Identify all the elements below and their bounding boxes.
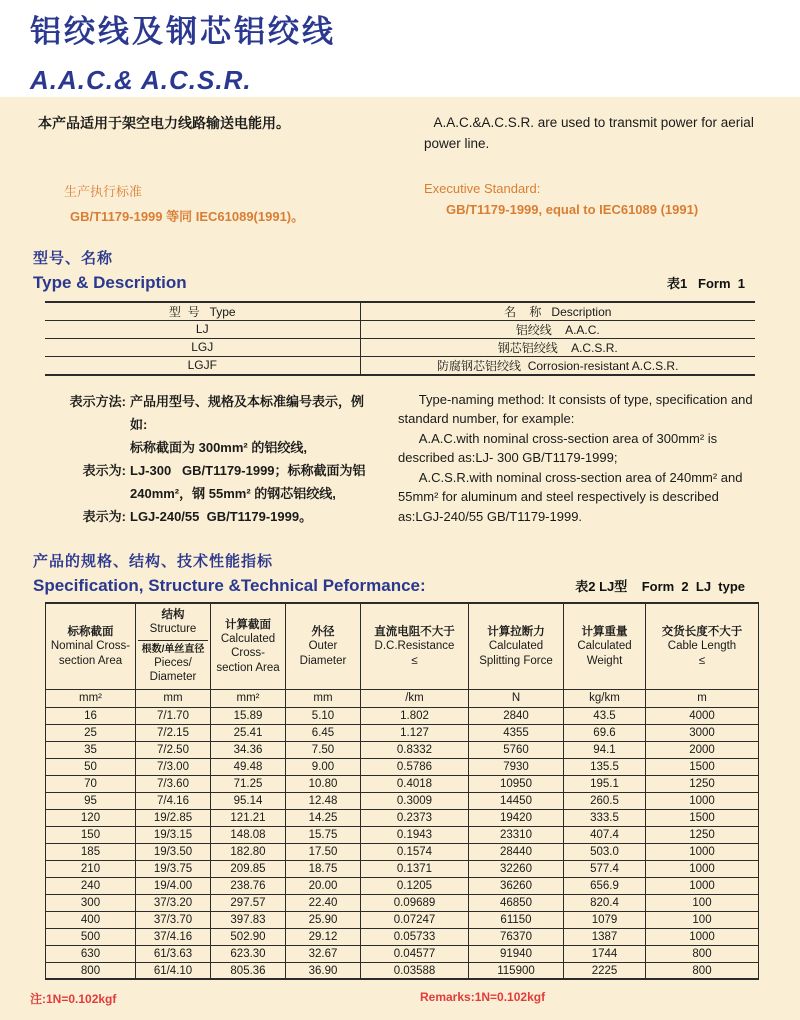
structure-header-top: 结构 Structure (138, 605, 208, 641)
section1-heading-en: Type & Description (33, 272, 187, 292)
table-cell: 防腐钢芯铝绞线 Corrosion-resistant A.C.S.R. (437, 358, 679, 373)
table-cell: 70 (46, 775, 136, 792)
naming-text: LGJ-240/55 GB/T1179-1999。 (130, 508, 313, 524)
naming-text: 标称截面为 300mm² 的铝绞线, (130, 439, 307, 455)
table-cell: 407.4 (564, 826, 646, 843)
table-cell: 0.03588 (361, 962, 469, 979)
col-cable-length-header: 交货长度不大于 Cable Length ≤ (646, 603, 759, 690)
section2-heading-zh: 产品的规格、结构、技术性能指标 (33, 552, 274, 570)
table-cell: 23310 (469, 826, 564, 843)
page-title-zh: 铝绞线及钢芯铝绞线 (30, 14, 336, 49)
table-cell: 14.25 (286, 809, 361, 826)
table-cell: 49.48 (211, 758, 286, 775)
table-cell: 3000 (646, 724, 759, 741)
table-cell: 148.08 (211, 826, 286, 843)
table-cell: 22.40 (286, 894, 361, 911)
table-cell: 46850 (469, 894, 564, 911)
section2-heading-en: Specification, Structure &Technical Peformance: (33, 575, 426, 595)
table-cell: 94.1 (564, 741, 646, 758)
table-cell: 209.85 (211, 860, 286, 877)
table-cell: 1.802 (361, 707, 469, 724)
table-cell: 19/3.50 (136, 843, 211, 860)
section2-heading (0, 550, 800, 596)
table-cell: 95.14 (211, 792, 286, 809)
table-cell: 2840 (469, 707, 564, 724)
page-header (0, 0, 800, 97)
table-cell: 19/2.85 (136, 809, 211, 826)
table-cell: 4355 (469, 724, 564, 741)
table-row (45, 356, 755, 375)
unit-cell: /km (361, 689, 469, 707)
table-cell: 120 (46, 809, 136, 826)
table-cell: 100 (646, 894, 759, 911)
note-zh: 注:1N=0.102kgf (30, 992, 117, 1007)
table-cell: 503.0 (564, 843, 646, 860)
table-cell: 28440 (469, 843, 564, 860)
table-row (46, 894, 759, 911)
table-row (46, 775, 759, 792)
table-cell: 37/3.20 (136, 894, 211, 911)
table-cell: 1000 (646, 928, 759, 945)
table-cell: 95 (46, 792, 136, 809)
table-cell: 2225 (564, 962, 646, 979)
naming-paragraph: A.C.S.R.with nominal cross-section area of 240mm² and 55mm² for aluminum and steel respectively is described as:LGJ-240/55 GB/T1179-1999. (398, 469, 743, 524)
table-cell: 820.4 (564, 894, 646, 911)
table-row (46, 945, 759, 962)
executive-standard-section (0, 181, 800, 225)
table-cell: 297.57 (211, 894, 286, 911)
table-cell: 43.5 (564, 707, 646, 724)
table-row (46, 741, 759, 758)
table-cell: 238.76 (211, 877, 286, 894)
table-cell: 7/1.70 (136, 707, 211, 724)
table-cell: 19/3.75 (136, 860, 211, 877)
table-cell: 6.45 (286, 724, 361, 741)
table-cell: 1500 (646, 809, 759, 826)
spec-header-row (46, 603, 759, 690)
table-cell: 260.5 (564, 792, 646, 809)
table-cell: 69.6 (564, 724, 646, 741)
table-cell: 32.67 (286, 945, 361, 962)
table-cell: 0.2373 (361, 809, 469, 826)
table-header-row (45, 302, 755, 321)
table-row (45, 320, 755, 338)
table-cell: 7.50 (286, 741, 361, 758)
table-cell: 121.21 (211, 809, 286, 826)
type-table-body (45, 320, 755, 375)
note-en: Remarks:1N=0.102kgf (420, 990, 546, 1005)
table-cell: 50 (46, 758, 136, 775)
intro-section (0, 97, 800, 155)
naming-method-zh (38, 390, 370, 528)
table-cell: 0.07247 (361, 911, 469, 928)
section1-heading-zh: 型号、名称 (33, 249, 114, 267)
table-cell: 7/4.16 (136, 792, 211, 809)
form2-reference: 表2 LJ型 Form 2 LJ type (575, 578, 745, 594)
unit-cell: mm² (46, 689, 136, 707)
table-cell: 1000 (646, 792, 759, 809)
table-row (46, 860, 759, 877)
table-cell: 15.75 (286, 826, 361, 843)
table-cell: 0.09689 (361, 894, 469, 911)
unit-cell: mm (136, 689, 211, 707)
table-row (46, 707, 759, 724)
table-cell: 0.05733 (361, 928, 469, 945)
naming-text: 240mm²，钢 55mm² 的钢芯铝绞线, (130, 485, 336, 501)
col-calculated-area-header: 计算截面 Calculated Cross- section Area (211, 603, 286, 690)
table-cell: 25.41 (211, 724, 286, 741)
table-cell: 623.30 (211, 945, 286, 962)
naming-label: 表示为: (82, 462, 126, 478)
specification-table (45, 602, 759, 981)
table-cell: 100 (646, 911, 759, 928)
table-cell: 805.36 (211, 962, 286, 979)
table-cell: 2000 (646, 741, 759, 758)
naming-paragraph: A.A.C.with nominal cross-section area of 300mm² is described as:LJ- 300 GB/T1179-1999; (398, 430, 718, 466)
table-cell: 91940 (469, 945, 564, 962)
table-cell: 0.4018 (361, 775, 469, 792)
naming-label (38, 482, 126, 505)
table-cell: 182.80 (211, 843, 286, 860)
unit-cell: mm² (211, 689, 286, 707)
type-description-table (45, 301, 755, 376)
table-cell: 800 (46, 962, 136, 979)
structure-header-bottom: 根数/单丝直径 Pieces/ Diameter (141, 643, 205, 684)
standard-en-value: GB/T1179-1999, equal to IEC61089 (1991) (446, 201, 699, 217)
table-cell: 34.36 (211, 741, 286, 758)
table-cell: 7/2.15 (136, 724, 211, 741)
standard-zh-label: 生产执行标准 (64, 183, 143, 199)
table-cell: 76370 (469, 928, 564, 945)
table-cell: 29.12 (286, 928, 361, 945)
table-cell: 61/3.63 (136, 945, 211, 962)
table-cell: 1000 (646, 860, 759, 877)
table-cell: 19/3.15 (136, 826, 211, 843)
table-cell: 500 (46, 928, 136, 945)
table-cell: 17.50 (286, 843, 361, 860)
table-cell: 1500 (646, 758, 759, 775)
standard-zh-value: GB/T1179-1999 等同 IEC61089(1991)。 (70, 208, 305, 224)
section1-heading (0, 247, 800, 293)
table-cell: LGJ (45, 338, 360, 356)
form1-reference: 表1 Form 1 (666, 275, 745, 291)
table-cell: 36260 (469, 877, 564, 894)
naming-method-section (0, 390, 800, 528)
standard-zh-block (64, 181, 364, 225)
table-cell: 135.5 (564, 758, 646, 775)
naming-line (38, 459, 370, 482)
table-cell: 37/4.16 (136, 928, 211, 945)
table-cell: 25.90 (286, 911, 361, 928)
table-cell: 19/4.00 (136, 877, 211, 894)
table-cell: 25 (46, 724, 136, 741)
unit-cell: N (469, 689, 564, 707)
table-cell: 19420 (469, 809, 564, 826)
table-cell: 800 (646, 945, 759, 962)
table-cell: 7930 (469, 758, 564, 775)
table-row (46, 911, 759, 928)
type-column-header: 型 号 Type (45, 302, 360, 321)
table-cell: 400 (46, 911, 136, 928)
table-cell: 210 (46, 860, 136, 877)
intro-text-en: A.A.C.&A.C.S.R. are used to transmit power for aerial power line. (424, 115, 754, 151)
naming-text: LJ-300 GB/T1179-1999；标称截面为铝 (130, 462, 366, 478)
spec-unit-row (46, 689, 759, 707)
table-cell: 1387 (564, 928, 646, 945)
naming-line (38, 482, 370, 505)
table-row (46, 809, 759, 826)
table-cell: 240 (46, 877, 136, 894)
table-cell: 钢芯铝绞线 A.C.S.R. (360, 338, 755, 356)
table-cell: 0.1574 (361, 843, 469, 860)
table-cell: 14450 (469, 792, 564, 809)
table-cell: 1079 (564, 911, 646, 928)
table-row (46, 792, 759, 809)
naming-method-en (398, 390, 762, 528)
table-cell: 36.90 (286, 962, 361, 979)
table-cell: 300 (46, 894, 136, 911)
table-cell: 7/3.00 (136, 758, 211, 775)
table-cell: 37/3.70 (136, 911, 211, 928)
col-nominal-area-header: 标称截面 Nominal Cross-section Area (46, 603, 136, 690)
col-weight-header: 计算重量 Calculated Weight (564, 603, 646, 690)
unit-cell: kg/km (564, 689, 646, 707)
table-cell: 0.8332 (361, 741, 469, 758)
unit-cell: mm (286, 689, 361, 707)
table-cell: LJ (45, 320, 360, 338)
table-row (46, 843, 759, 860)
table-cell: 4000 (646, 707, 759, 724)
table-cell: 0.1371 (361, 860, 469, 877)
intro-text-zh: 本产品适用于架空电力线路输送电能用。 (38, 115, 290, 131)
table-cell: 10.80 (286, 775, 361, 792)
table-cell: 150 (46, 826, 136, 843)
table-row (46, 724, 759, 741)
table-cell: 7/2.50 (136, 741, 211, 758)
unit-cell: m (646, 689, 759, 707)
table-row (46, 962, 759, 979)
table-row (46, 758, 759, 775)
table-row (46, 826, 759, 843)
naming-label (38, 436, 126, 459)
naming-paragraph: Type-naming method: It consists of type, specification and standard number, for example: (398, 391, 753, 427)
footnotes (0, 990, 800, 1006)
table-cell: 32260 (469, 860, 564, 877)
table-cell: 502.90 (211, 928, 286, 945)
description-column-header: 名 称 Description (360, 302, 755, 321)
table-cell: 333.5 (564, 809, 646, 826)
table-cell: 185 (46, 843, 136, 860)
table-cell: 20.00 (286, 877, 361, 894)
table-cell: 18.75 (286, 860, 361, 877)
table-cell: 16 (46, 707, 136, 724)
table-cell: 5.10 (286, 707, 361, 724)
table-cell: 15.89 (211, 707, 286, 724)
table-cell: 1250 (646, 775, 759, 792)
table-cell: 0.3009 (361, 792, 469, 809)
table-cell: 71.25 (211, 775, 286, 792)
table-cell: 0.5786 (361, 758, 469, 775)
standard-en-label: Executive Standard: (424, 180, 541, 196)
table-cell: 1250 (646, 826, 759, 843)
table-cell: 7/3.60 (136, 775, 211, 792)
naming-line (38, 436, 370, 459)
table-cell: 1744 (564, 945, 646, 962)
table-row (46, 877, 759, 894)
table-cell: 35 (46, 741, 136, 758)
naming-label: 表示为: (82, 508, 126, 524)
table-cell: 0.04577 (361, 945, 469, 962)
col-dc-resistance-header: 直流电阻不大于 D.C.Resistance ≤ (361, 603, 469, 690)
table-cell: LGJF (45, 356, 360, 375)
standard-en-block (424, 181, 698, 225)
col-structure-header (136, 603, 211, 690)
table-cell: 1000 (646, 843, 759, 860)
col-outer-diameter-header: 外径 Outer Diameter (286, 603, 361, 690)
table-cell: 630 (46, 945, 136, 962)
table-cell: 800 (646, 962, 759, 979)
page-body (0, 97, 800, 1020)
table-row (45, 338, 755, 356)
naming-label: 表示方法: (69, 393, 126, 409)
table-cell: 12.48 (286, 792, 361, 809)
col-splitting-force-header: 计算拉断力 Calculated Splitting Force (469, 603, 564, 690)
spec-table-body (46, 707, 759, 979)
naming-text: 产品用型号、规格及本标准编号表示，例如: (130, 393, 365, 432)
table-cell: 61150 (469, 911, 564, 928)
table-cell: 61/4.10 (136, 962, 211, 979)
table-cell: 铝绞线 A.A.C. (360, 320, 755, 338)
table-row (46, 928, 759, 945)
table-cell: 577.4 (564, 860, 646, 877)
table-cell: 0.1205 (361, 877, 469, 894)
table-cell: 1.127 (361, 724, 469, 741)
table-cell: 5760 (469, 741, 564, 758)
table-cell: 9.00 (286, 758, 361, 775)
naming-line (38, 505, 370, 528)
page-title-en: A.A.C.& A.C.S.R. (30, 65, 252, 95)
table-cell: 10950 (469, 775, 564, 792)
table-cell: 115900 (469, 962, 564, 979)
table-cell: 656.9 (564, 877, 646, 894)
table-cell: 195.1 (564, 775, 646, 792)
table-cell: 1000 (646, 877, 759, 894)
naming-line (38, 390, 370, 436)
table-cell: 397.83 (211, 911, 286, 928)
table-cell: 0.1943 (361, 826, 469, 843)
